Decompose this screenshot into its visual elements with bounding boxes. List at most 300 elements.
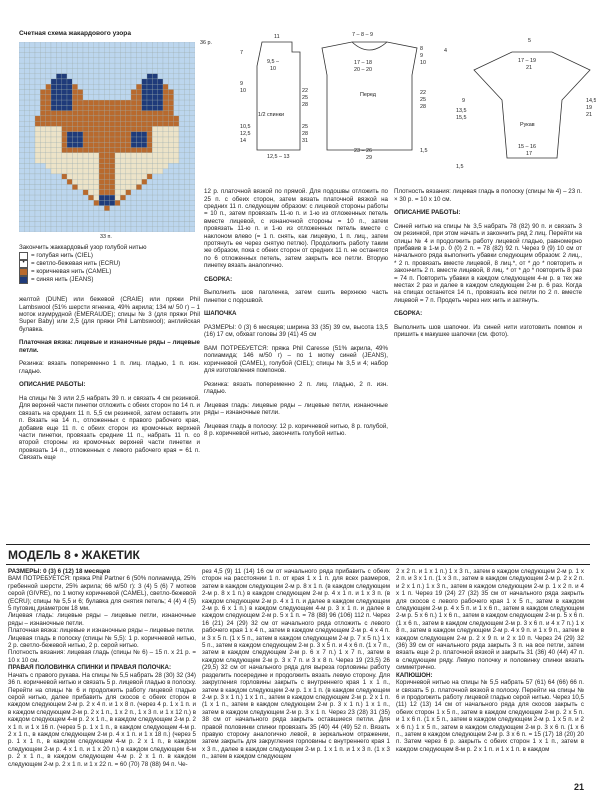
- chart-cell: [67, 163, 72, 168]
- chart-cell: [99, 79, 104, 84]
- swatch-camel: [19, 268, 28, 276]
- chart-cell: [67, 79, 72, 84]
- chart-cell: [56, 84, 61, 89]
- chart-cell: [184, 211, 189, 216]
- chart-cell: [158, 121, 163, 126]
- chart-cell: [24, 137, 29, 142]
- chart-cell: [158, 190, 163, 195]
- chart-cell: [158, 42, 163, 47]
- chart-cell: [19, 195, 24, 200]
- chart-cell: [131, 158, 136, 163]
- chart-cell: [30, 142, 35, 147]
- chart-cell: [179, 163, 184, 168]
- chart-cell: [72, 137, 77, 142]
- svg-text:21: 21: [586, 112, 592, 118]
- chart-cell: [174, 179, 179, 184]
- chart-cell: [168, 68, 173, 73]
- chart-cell: [51, 169, 56, 174]
- chart-cell: [78, 121, 83, 126]
- chart-cell: [67, 90, 72, 95]
- chart-cell: [51, 47, 56, 52]
- chart-cell: [35, 126, 40, 131]
- svg-text:11: 11: [274, 34, 280, 40]
- chart-cell: [94, 116, 99, 121]
- chart-cell: [126, 148, 131, 153]
- chart-cell: [131, 79, 136, 84]
- chart-cell: [163, 68, 168, 73]
- chart-cell: [152, 90, 157, 95]
- chart-cell: [168, 84, 173, 89]
- chart-cell: [168, 221, 173, 226]
- chart-cell: [179, 84, 184, 89]
- chart-cell: [110, 84, 115, 89]
- chart-cell: [126, 221, 131, 226]
- chart-cell: [99, 53, 104, 58]
- chart-cell: [51, 163, 56, 168]
- chart-cell: [88, 111, 93, 116]
- chart-cell: [51, 58, 56, 63]
- chart-cell: [131, 95, 136, 100]
- chart-cell: [126, 100, 131, 105]
- chart-cell: [179, 158, 184, 163]
- chart-cell: [179, 68, 184, 73]
- chart-cell: [184, 53, 189, 58]
- chart-cell: [72, 126, 77, 131]
- chart-cell: [46, 163, 51, 168]
- chart-cell: [62, 211, 67, 216]
- chart-cell: [126, 142, 131, 147]
- chart-cell: [142, 169, 147, 174]
- chart-cell: [99, 74, 104, 79]
- chart-cell: [120, 179, 125, 184]
- chart-cell: [174, 169, 179, 174]
- chart-cell: [99, 200, 104, 205]
- chart-cell: [174, 84, 179, 89]
- chart-cell: [147, 63, 152, 68]
- chart-cell: [46, 116, 51, 121]
- chart-cell: [62, 68, 67, 73]
- chart-cell: [83, 200, 88, 205]
- chart-cell: [174, 190, 179, 195]
- chart-cell: [110, 148, 115, 153]
- chart-cell: [147, 158, 152, 163]
- chart-cell: [62, 111, 67, 116]
- chart-cell: [78, 142, 83, 147]
- chart-cell: [35, 142, 40, 147]
- chart-cell: [40, 221, 45, 226]
- chart-cell: [184, 100, 189, 105]
- chart-cell: [190, 95, 195, 100]
- chart-cell: [46, 142, 51, 147]
- chart-cell: [168, 200, 173, 205]
- chart-cell: [136, 126, 141, 131]
- para-hat-rib: Резинка: вязать попеременно 2 п. лиц. гладью, 2 п. изн. гладью.: [204, 380, 388, 396]
- chart-cell: [174, 121, 179, 126]
- chart-cell: [88, 90, 93, 95]
- chart-cell: [35, 79, 40, 84]
- chart-cell: [56, 142, 61, 147]
- para-assembly2-title: СБОРКА:: [394, 310, 423, 318]
- chart-cell: [94, 74, 99, 79]
- chart-cell: [78, 148, 83, 153]
- chart-cell: [67, 206, 72, 211]
- chart-cell: [83, 126, 88, 131]
- chart-cell: [158, 174, 163, 179]
- chart-cell: [40, 121, 45, 126]
- chart-cell: [142, 111, 147, 116]
- chart-cell: [120, 206, 125, 211]
- chart-cell: [190, 221, 195, 226]
- chart-cell: [51, 185, 56, 190]
- chart-cell: [179, 53, 184, 58]
- chart-cell: [147, 137, 152, 142]
- chart-cell: [126, 137, 131, 142]
- chart-cell: [40, 206, 45, 211]
- chart-cell: [142, 74, 147, 79]
- chart-cell: [62, 47, 67, 52]
- chart-cell: [19, 185, 24, 190]
- chart-cell: [131, 221, 136, 226]
- chart-cell: [136, 42, 141, 47]
- chart-cell: [158, 200, 163, 205]
- chart-cell: [120, 174, 125, 179]
- chart-cell: [78, 90, 83, 95]
- chart-cell: [179, 148, 184, 153]
- chart-cell: [24, 111, 29, 116]
- chart-cell: [72, 68, 77, 73]
- chart-cell: [174, 100, 179, 105]
- chart-cell: [136, 158, 141, 163]
- chart-cell: [94, 206, 99, 211]
- chart-cell: [126, 79, 131, 84]
- chart-cell: [110, 142, 115, 147]
- chart-cell: [40, 174, 45, 179]
- chart-cell: [120, 126, 125, 131]
- chart-cell: [168, 195, 173, 200]
- chart-cell: [35, 121, 40, 126]
- chart-cell: [131, 195, 136, 200]
- chart-cell: [174, 174, 179, 179]
- chart-cell: [104, 227, 109, 232]
- chart-cell: [51, 105, 56, 110]
- chart-cell: [120, 95, 125, 100]
- chart-cell: [115, 47, 120, 52]
- chart-cell: [136, 116, 141, 121]
- chart-cell: [131, 227, 136, 232]
- svg-text:9,5 –: 9,5 –: [267, 59, 279, 65]
- chart-cell: [184, 153, 189, 158]
- chart-cell: [190, 100, 195, 105]
- chart-cell: [115, 174, 120, 179]
- svg-text:9: 9: [240, 81, 243, 87]
- chart-cell: [88, 42, 93, 47]
- chart-cell: [184, 42, 189, 47]
- chart-cell: [67, 148, 72, 153]
- chart-cell: [104, 163, 109, 168]
- chart-cell: [62, 79, 67, 84]
- chart-cell: [67, 105, 72, 110]
- chart-cell: [158, 148, 163, 153]
- chart-cell: [35, 206, 40, 211]
- chart-cell: [163, 227, 168, 232]
- para-hat-stripes: Лицевая гладь в полоску: 12 р. коричневой нитью, 8 р. голубой, 8 р. коричневой нитью, закончить голубой нитью.: [204, 422, 388, 438]
- chart-cell: [56, 190, 61, 195]
- chart-cell: [184, 200, 189, 205]
- chart-cell: [136, 221, 141, 226]
- chart-cell: [104, 174, 109, 179]
- chart-cell: [46, 153, 51, 158]
- chart-cell: [67, 63, 72, 68]
- chart-cell: [110, 169, 115, 174]
- chart-cell: [72, 84, 77, 89]
- chart-cell: [115, 169, 120, 174]
- chart-cell: [99, 163, 104, 168]
- chart-cell: [120, 84, 125, 89]
- chart-cell: [62, 195, 67, 200]
- chart-cell: [46, 53, 51, 58]
- chart-cell: [152, 179, 157, 184]
- chart-cell: [179, 95, 184, 100]
- chart-cell: [24, 79, 29, 84]
- chart-cell: [179, 63, 184, 68]
- chart-cell: [115, 68, 120, 73]
- chart-cell: [19, 163, 24, 168]
- chart-cell: [115, 142, 120, 147]
- chart-cell: [78, 153, 83, 158]
- chart-cell: [179, 58, 184, 63]
- chart-cell: [131, 179, 136, 184]
- chart-cell: [94, 100, 99, 105]
- chart-cell: [46, 90, 51, 95]
- chart-cell: [126, 42, 131, 47]
- chart-cell: [184, 142, 189, 147]
- chart-cell: [35, 216, 40, 221]
- chart-cell: [184, 148, 189, 153]
- chart-cell: [40, 195, 45, 200]
- chart-cell: [110, 100, 115, 105]
- chart-cell: [147, 216, 152, 221]
- chart-cell: [24, 158, 29, 163]
- chart-cell: [179, 126, 184, 131]
- chart-cell: [94, 53, 99, 58]
- chart-cell: [94, 169, 99, 174]
- chart-cell: [94, 216, 99, 221]
- chart-cell: [163, 116, 168, 121]
- chart-cell: [40, 142, 45, 147]
- chart-cell: [78, 190, 83, 195]
- chart-cell: [56, 132, 61, 137]
- chart-cell: [184, 95, 189, 100]
- chart-cell: [158, 74, 163, 79]
- chart-cell: [142, 153, 147, 158]
- chart-cell: [158, 137, 163, 142]
- chart-cell: [94, 190, 99, 195]
- chart-cell: [104, 195, 109, 200]
- para-materials: ВАМ ПОТРЕБУЕТСЯ: пряжа Phil Partner 6 (50% полиамида, 25% гребенной шерсти, 25% акрила; 66 м/50 г): 3 (4) 5 (6) 7 мотков серой (GIVRE), по 1 мотку коричневой (CAMEL), светло-бежевой (ECRU); спицы № 5,5 и 6; булавка для снятия петель; 4 (4) 4 (5) 5 пуговиц диаметром 18 мм.: [8, 575, 196, 613]
- chart-cell: [120, 195, 125, 200]
- chart-cell: [168, 153, 173, 158]
- chart-cell: [104, 158, 109, 163]
- chart-cell: [142, 174, 147, 179]
- chart-cell: [115, 116, 120, 121]
- chart-cell: [179, 221, 184, 226]
- chart-cell: [163, 169, 168, 174]
- para-right-half: Начать с правого рукава. На спицы № 5,5 набрать 28 (30) 32 (34) 36 п. коричневой нитью и связать 5 р. лицевой гладью в полоску. Перейти на спицы № 6 и продолжить работу лицевой гладью серой нитью, далее прибавить для скосов с обеих сторон в каждом следующем 2-м р. 2 х 4 п. и 1 х 8 п. (через 4 р. 1 х 1 п. и в каждом следующем 2-м р. 2 х 1 п., 1 х 2 п., 1 х 3 п. и 1 х 12 п.) в каждом следующем 4-м р. 2 х 1 п., в каждом следующем 2-м р. 2 х 1 п. и 1 х 16 п. (через 5 р. 1 х 1 п., в каждом следующем 4-м р. 2 х 1 п., в каждом следующем 2-м р. 4 х 1 п. и 1 х 18 п.) (через 5 р. 1 х 1 п., в каждом следующем 4-м р. 2 х 1 п., в каждом следующем 2-м р. 4 х 1 п. и 1 х 20 п.) в каждом следующем 6-м р. 2 х 1 п., в каждом следующем 4-м р. 2 х 1 п. в каждом следующем 2-м р. 2 х 1 п. и 1 х 22 п. = 60 (70) 78 (88) 94 п. Че-: [8, 671, 196, 768]
- chart-cell: [174, 185, 179, 190]
- chart-cell: [46, 47, 51, 52]
- chart-cell: [35, 148, 40, 153]
- chart-cell: [179, 227, 184, 232]
- chart-cell: [131, 169, 136, 174]
- chart-cell: [19, 74, 24, 79]
- chart-cell: [110, 74, 115, 79]
- chart-cell: [30, 90, 35, 95]
- chart-cell: [115, 211, 120, 216]
- chart-cell: [142, 79, 147, 84]
- chart-cell: [110, 79, 115, 84]
- chart-cell: [46, 100, 51, 105]
- svg-text:19: 19: [586, 105, 592, 111]
- chart-cell: [126, 200, 131, 205]
- chart-cell: [104, 58, 109, 63]
- chart-cell: [99, 58, 104, 63]
- chart-cell: [24, 53, 29, 58]
- chart-cell: [99, 95, 104, 100]
- chart-cell: [56, 137, 61, 142]
- chart-cell: [152, 53, 157, 58]
- chart-cell: [56, 90, 61, 95]
- chart-cell: [88, 200, 93, 205]
- chart-cell: [184, 163, 189, 168]
- left-column: [19, 290, 200, 468]
- chart-cell: [67, 84, 72, 89]
- chart-cell: [163, 105, 168, 110]
- chart-cell: [67, 126, 72, 131]
- chart-cell: [62, 132, 67, 137]
- chart-cell: [104, 132, 109, 137]
- chart-cell: [19, 206, 24, 211]
- chart-cell: [67, 137, 72, 142]
- chart-cell: [158, 195, 163, 200]
- chart-cell: [126, 84, 131, 89]
- chart-cell: [62, 121, 67, 126]
- chart-cell: [158, 79, 163, 84]
- chart-cell: [62, 95, 67, 100]
- chart-cell: [190, 105, 195, 110]
- legend: [19, 252, 199, 284]
- chart-cell: [158, 63, 163, 68]
- chart-cell: [30, 68, 35, 73]
- chart-cell: [19, 111, 24, 116]
- chart-cell: [163, 148, 168, 153]
- chart-cell: [184, 47, 189, 52]
- chart-cell: [179, 105, 184, 110]
- chart-cell: [35, 221, 40, 226]
- chart-cell: [142, 158, 147, 163]
- chart-cell: [136, 47, 141, 52]
- chart-cell: [142, 221, 147, 226]
- chart-cell: [168, 179, 173, 184]
- chart-cell: [126, 126, 131, 131]
- chart-cell: [62, 158, 67, 163]
- chart-cell: [184, 68, 189, 73]
- chart-cell: [99, 169, 104, 174]
- chart-cell: [67, 185, 72, 190]
- chart-cell: [56, 42, 61, 47]
- chart-cell: [78, 79, 83, 84]
- para-hat-stockinette: Лицевая гладь: лицевые ряды – лицевые петли, изнаночные ряды – изнаночные петли.: [204, 401, 388, 417]
- chart-cell: [67, 153, 72, 158]
- chart-cell: [19, 158, 24, 163]
- para-heading: ОПИСАНИЕ РАБОТЫ:: [19, 381, 86, 389]
- chart-cell: [126, 174, 131, 179]
- chart-cell: [94, 137, 99, 142]
- chart-cell: [30, 169, 35, 174]
- chart-cell: [168, 190, 173, 195]
- chart-cell: [158, 206, 163, 211]
- chart-cell: [83, 105, 88, 110]
- para-continued-2: 2 х 2 п. и 1 х 1 п.) 1 х 3 п., затем в каждом следующем 2-м р. 1 х 2 п. и 3 х 1 п. (1 х 3 п., затем в каждом следующем 2-м р. 2 х 2 п. и 2 х 1 п.) 1 х 3 п., затем в каждом следующем 2-м р. 1 х 2 п. и 4 х 1 п. Через 19 (24) 27 (32) 35 см от начального ряда закрыть для скосов с левого рабочего края 1 х 5 п., затем в каждом следующем 2-м р. 4 х 5 п. и 1 х 6 п., затем в каждом следующем 2-м р. 5 х 6 п.) 1 х 6 п., затем в каждом следующем 2-м р. 5 х 6 п. (1 х 6 п., затем в каждом следующем 2-м р. 3 х 6 п. и 4 х 7 п.) 1 х 8 п., затем в каждом следующем 2-м р. 4 х 9 п. и 1 х 9 п., затем в каждом следующем 2-м р. 2 х 9 п. и 2 х 10 п. Через 24 (29) 32 (36) 39 см от начального ряда закрыть 3 п. на все петли, затем вязать еще 2 р. платочной вязкой и закрыть 31 (36) 40 (44) 47 п. в следующем ряду. Левую полочку и половинку спинки вязать симметрично.: [396, 568, 584, 672]
- chart-cell: [67, 221, 72, 226]
- chart-cell: [40, 111, 45, 116]
- chart-cell: [126, 227, 131, 232]
- chart-cell: [40, 105, 45, 110]
- chart-cell: [30, 121, 35, 126]
- chart-cell: [152, 126, 157, 131]
- chart-cell: [24, 163, 29, 168]
- chart-cell: [115, 137, 120, 142]
- chart-cell: [67, 68, 72, 73]
- chart-cell: [126, 163, 131, 168]
- bottom-column-3: [396, 568, 584, 753]
- chart-cell: [190, 42, 195, 47]
- chart-cell: [24, 74, 29, 79]
- para-garter: Платочная вязка: лицевые и изнаночные ряды – лицевые петли.: [19, 339, 200, 354]
- svg-text:14,5: 14,5: [586, 98, 596, 104]
- chart-cell: [184, 137, 189, 142]
- chart-cell: [120, 185, 125, 190]
- chart-cell: [163, 47, 168, 52]
- chart-cell: [110, 163, 115, 168]
- chart-cell: [67, 116, 72, 121]
- chart-cell: [88, 216, 93, 221]
- chart-cell: [184, 185, 189, 190]
- chart-cell: [179, 47, 184, 52]
- chart-cell: [168, 100, 173, 105]
- chart-cell: [147, 148, 152, 153]
- svg-text:22: 22: [302, 88, 308, 94]
- chart-cell: [168, 95, 173, 100]
- chart-cell: [56, 185, 61, 190]
- chart-cell: [147, 100, 152, 105]
- chart-cell: [131, 200, 136, 205]
- pattern-diagrams: [212, 30, 596, 178]
- chart-cell: [147, 185, 152, 190]
- chart-cell: [62, 105, 67, 110]
- chart-cell: [46, 79, 51, 84]
- chart-cell: [40, 200, 45, 205]
- chart-cell: [67, 142, 72, 147]
- chart-cell: [190, 126, 195, 131]
- chart-cell: [168, 216, 173, 221]
- chart-cell: [24, 179, 29, 184]
- chart-cell: [30, 95, 35, 100]
- chart-cell: [147, 142, 152, 147]
- chart-cell: [158, 105, 163, 110]
- chart-cell: [99, 153, 104, 158]
- chart-cell: [99, 158, 104, 163]
- chart-cell: [142, 211, 147, 216]
